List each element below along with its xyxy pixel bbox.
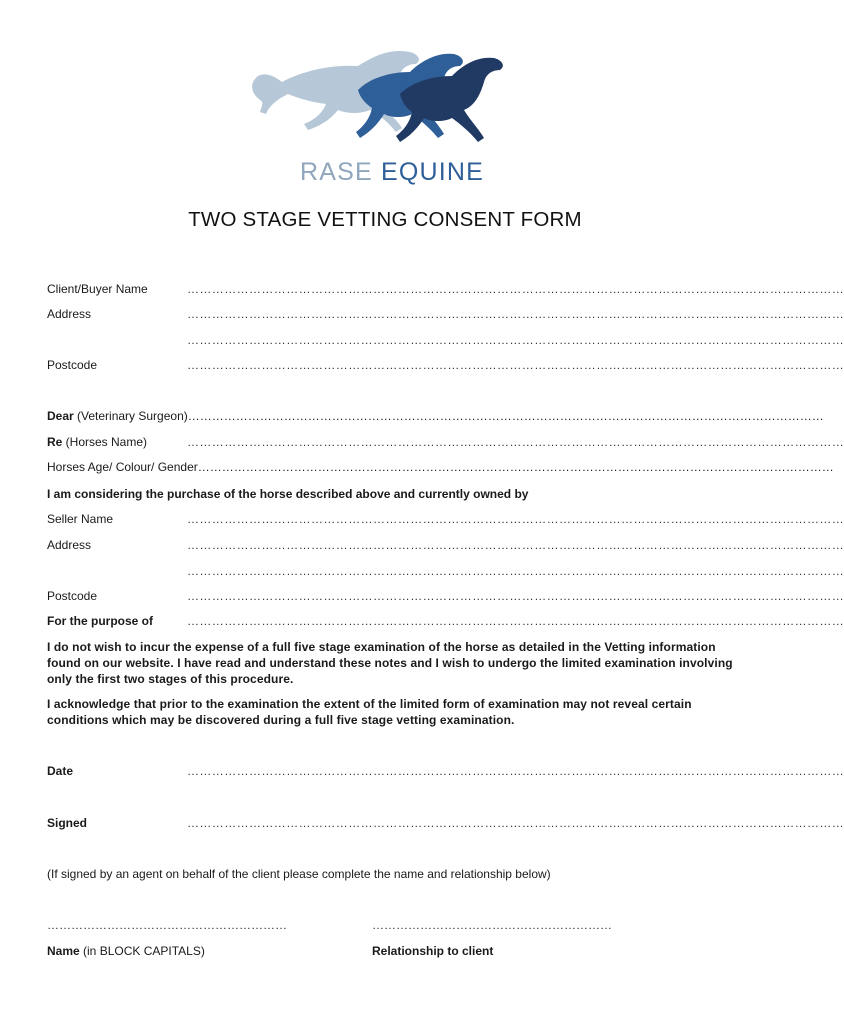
name-field[interactable]: ……………………………………………………	[47, 918, 287, 932]
seller-address-field-2[interactable]: ……………………………………………………………………………………………………………………………………………	[187, 564, 844, 578]
agent-note: (If signed by an agent on behalf of the client please complete the name and relationship below)	[47, 867, 551, 881]
client-address-label: Address	[47, 307, 92, 321]
horses-logo-icon	[240, 42, 530, 152]
re-label-rest: (Horses Name)	[62, 435, 148, 449]
seller-postcode-label: Postcode	[47, 589, 98, 603]
dear-label: Dear	[47, 409, 74, 423]
dear-line	[47, 409, 824, 423]
name-label-rest: (in BLOCK CAPITALS)	[79, 944, 205, 958]
relationship-label: Relationship to client	[372, 944, 494, 958]
acknowledge-paragraph: I acknowledge that prior to the examination the extent of the limited form of examination may not reveal certain conditions which may be discovered during a full five stage vetting examination.	[47, 697, 692, 727]
rase-equine-logo	[240, 42, 530, 192]
seller-address-label: Address	[47, 538, 92, 552]
client-name-label: Client/Buyer Name	[47, 282, 148, 296]
date-field[interactable]: ……………………………………………………………………………………………………………………………………………	[187, 764, 844, 778]
client-name-field[interactable]: ……………………………………………………………………………………………………………………………………………	[187, 282, 844, 296]
dear-label-rest: (Veterinary Surgeon)	[73, 409, 188, 423]
signed-label: Signed	[47, 816, 88, 830]
limited-exam-paragraph: I do not wish to incur the expense of a full five stage examination of the horse as detailed in the Vetting information found on our website. I have read and understand these notes and I wish to undergo the limited examination involving only the first two stages of this procedure.	[47, 640, 733, 686]
dear-field[interactable]: ……………………………………………………………………………………………………………………………………………	[187, 409, 824, 423]
horse-details-line	[47, 460, 834, 474]
brand-word-rase: RASE	[299, 158, 373, 186]
signature-field[interactable]: ……………………………………………………………………………………………………………………………………………	[187, 816, 844, 830]
client-address-field-1[interactable]: ……………………………………………………………………………………………………………………………………………	[187, 307, 844, 321]
horse-name-field[interactable]: ……………………………………………………………………………………………………………………………………………	[187, 435, 844, 449]
seller-address-field-1[interactable]: ……………………………………………………………………………………………………………………………………………	[187, 538, 844, 552]
name-label: Name	[47, 944, 80, 958]
seller-name-label: Seller Name	[47, 512, 114, 526]
relationship-field[interactable]: ……………………………………………………	[372, 918, 612, 932]
brand-word-equine: EQUINE	[380, 158, 485, 186]
client-address-field-2[interactable]: ……………………………………………………………………………………………………………………………………………	[187, 333, 844, 347]
horse-details-label: Horses Age/ Colour/ Gender	[47, 460, 198, 474]
re-line-label	[47, 435, 147, 449]
considering-statement: I am considering the purchase of the horse described above and currently owned by	[47, 487, 529, 501]
client-postcode-field[interactable]: ……………………………………………………………………………………………………………………………………………	[187, 358, 844, 372]
re-label: Re	[47, 435, 63, 449]
purpose-field[interactable]: ……………………………………………………………………………………………………………………………………………	[187, 614, 844, 628]
purpose-label: For the purpose of	[47, 614, 153, 628]
seller-postcode-field[interactable]: ……………………………………………………………………………………………………………………………………………	[187, 589, 844, 603]
name-caption	[47, 944, 205, 958]
horse-details-field[interactable]: ……………………………………………………………………………………………………………………………………………	[197, 460, 834, 474]
date-label: Date	[47, 764, 74, 778]
client-postcode-label: Postcode	[47, 358, 98, 372]
form-title: TWO STAGE VETTING CONSENT FORM	[188, 208, 582, 231]
seller-name-field[interactable]: ……………………………………………………………………………………………………………………………………………	[187, 512, 844, 526]
brand-wordmark	[282, 158, 502, 187]
